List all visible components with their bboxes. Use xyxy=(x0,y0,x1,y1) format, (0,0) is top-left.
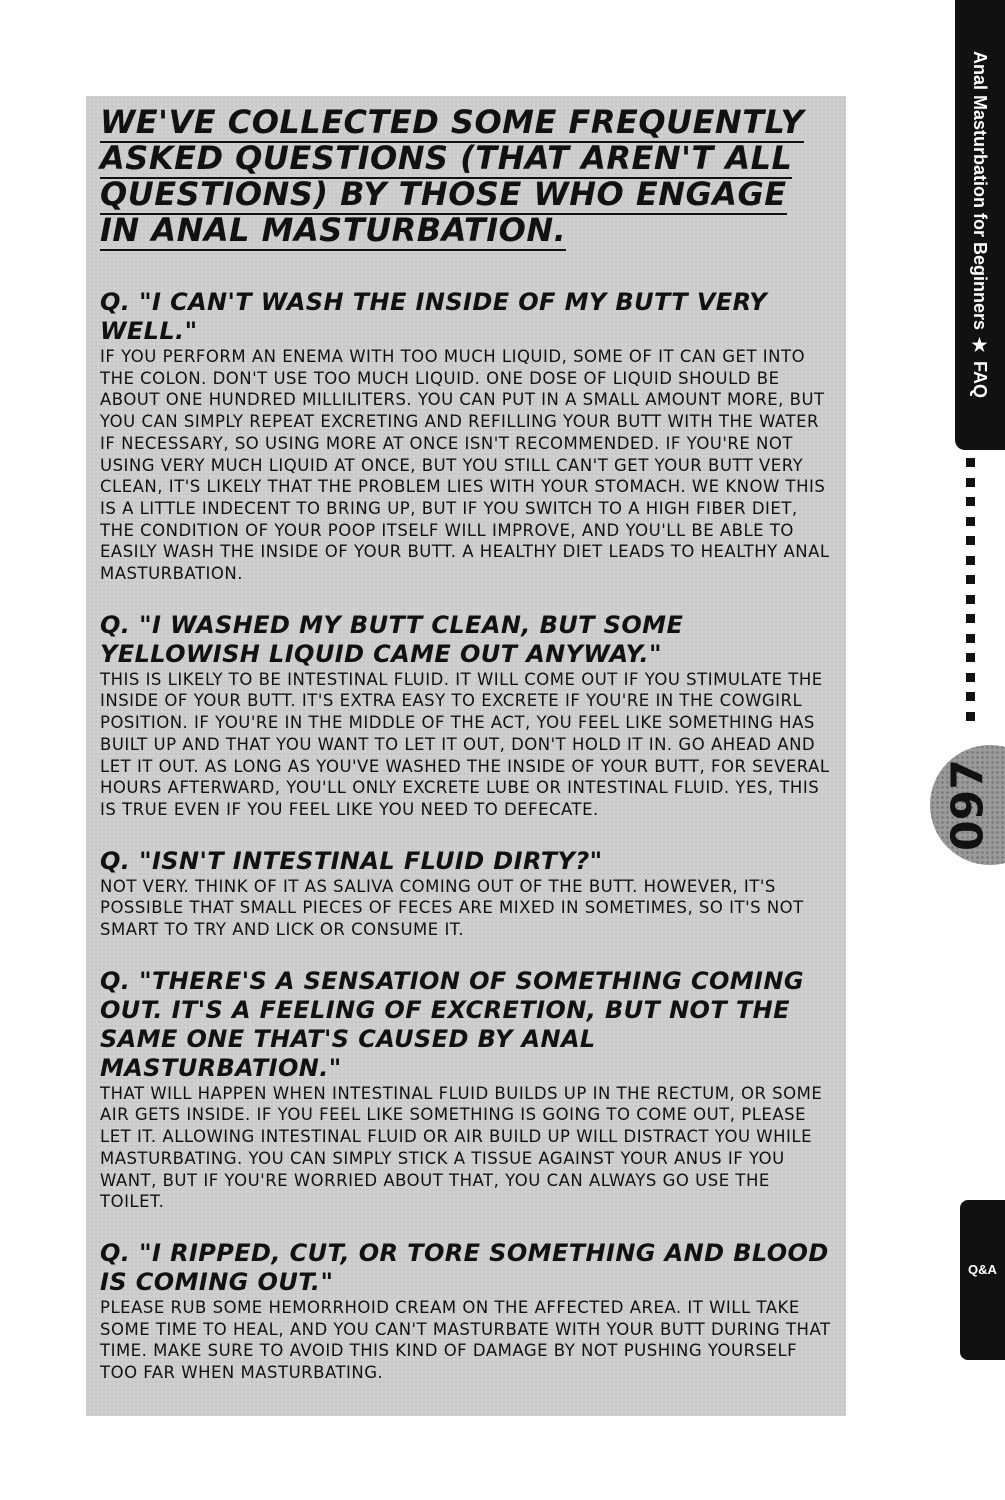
edge-dot xyxy=(966,478,975,487)
faq-question: Q. "I RIPPED, CUT, OR TORE SOMETHING AND BLOOD IS COMING OUT." xyxy=(100,1238,829,1296)
edge-dot xyxy=(966,712,975,721)
edge-dot xyxy=(966,556,975,565)
edge-dot xyxy=(966,536,975,545)
page-edge-dots xyxy=(966,458,978,731)
faq-item xyxy=(100,1239,836,1384)
page-number: 097 xyxy=(942,759,994,851)
section-tab-label: Q&A xyxy=(968,1262,997,1277)
faq-question: Q. "ISN'T INTESTINAL FLUID DIRTY?" xyxy=(100,846,603,875)
faq-item xyxy=(100,967,836,1213)
edge-dot xyxy=(966,517,975,526)
edge-dot xyxy=(966,575,975,584)
faq-question: Q. "I WASHED MY BUTT CLEAN, BUT SOME YELLOWISH LIQUID CAME OUT ANYWAY." xyxy=(100,610,684,668)
faq-answer: IF YOU PERFORM AN ENEMA WITH TOO MUCH LIQUID, SOME OF IT CAN GET INTO THE COLON. DON'T USE TOO MUCH LIQUID. ONE DOSE OF LIQUID SHOULD BE ABOUT ONE HUNDRED MILLILITERS. YOU CAN PUT IN A SMALL AMOUNT MORE, BUT YOU CAN SIMPLY REPEAT EXCRETING AND REFILLING YOUR BUTT WITH THE WATER IF NECESSARY, SO USING MORE AT ONCE ISN'T RECOMMENDED. IF YOU'RE NOT USING VERY MUCH LIQUID AT ONCE, BUT YOU STILL CAN'T GET YOUR BUTT VERY CLEAN, IT'S LIKELY THAT THE PROBLEM LIES WITH YOUR STOMACH. WE KNOW THIS IS A LITTLE INDECENT TO BRING UP, BUT IF YOU SWITCH TO A HIGH FIBER DIET, THE CONDITION OF YOUR POOP ITSELF WILL IMPROVE, AND YOU'LL BE ABLE TO EASILY WASH THE INSIDE OF YOUR BUTT. A HEALTHY DIET LEADS TO HEALTHY ANAL MASTURBATION. xyxy=(100,347,830,584)
edge-dot xyxy=(966,692,975,701)
faq-answer: THAT WILL HAPPEN WHEN INTESTINAL FLUID BUILDS UP IN THE RECTUM, OR SOME AIR GETS INSIDE. IF YOU FEEL LIKE SOMETHING IS GOING TO COME OUT, PLEASE LET IT. ALLOWING INTESTINAL FLUID OR AIR BUILD UP WILL DISTRACT YOU WHILE MASTURBATING. YOU CAN SIMPLY STICK A TISSUE AGAINST YOUR ANUS IF YOU WANT, BUT IF YOU'RE WORRIED ABOUT THAT, YOU CAN ALWAYS GO USE THE TOILET. xyxy=(100,1083,823,1212)
faq-answer: THIS IS LIKELY TO BE INTESTINAL FLUID. IT WILL COME OUT IF YOU STIMULATE THE INSIDE OF YOUR BUTT. IT'S EXTRA EASY TO EXCRETE IF YOU'RE IN THE COWGIRL POSITION. IF YOU'RE IN THE MIDDLE OF THE ACT, YOU FEEL LIKE SOMETHING HAS BUILT UP AND THAT YOU WANT TO LET IT OUT, DON'T HOLD IT IN. GO AHEAD AND LET IT OUT. AS LONG AS YOU'VE WASHED THE INSIDE OF YOUR BUTT, FOR SEVERAL HOURS AFTERWARD, YOU'LL ONLY EXCRETE LUBE OR INTESTINAL FLUID. YES, THIS IS TRUE EVEN IF YOU FEEL LIKE YOU NEED TO DEFECATE. xyxy=(100,669,830,819)
edge-dot xyxy=(966,497,975,506)
edge-dot xyxy=(966,458,975,467)
intro-heading: WE'VE COLLECTED SOME FREQUENTLY ASKED QUESTIONS (THAT AREN'T ALL QUESTIONS) BY THOSE WHO ENGAGE IN ANAL MASTURBATION. xyxy=(100,103,805,249)
faq-item xyxy=(100,847,836,941)
chapter-side-tab-label: Anal Masturbation for Beginners ★ FAQ xyxy=(970,51,990,399)
faq-question: Q. "THERE'S A SENSATION OF SOMETHING COMING OUT. IT'S A FEELING OF EXCRETION, BUT NOT THE SAME ONE THAT'S CAUSED BY ANAL MASTURBATION." xyxy=(100,966,804,1082)
faq-question: Q. "I CAN'T WASH THE INSIDE OF MY BUTT VERY WELL." xyxy=(100,288,768,345)
section-tab xyxy=(960,1200,1005,1360)
faq-panel xyxy=(86,96,846,1416)
faq-answer: PLEASE RUB SOME HEMORRHOID CREAM ON THE AFFECTED AREA. IT WILL TAKE SOME TIME TO HEAL, AND YOU CAN'T MASTURBATE WITH YOUR BUTT DURING THAT TIME. MAKE SURE TO AVOID THIS KIND OF DAMAGE BY NOT PUSHING YOURSELF TOO FAR WHEN MASTURBATING. xyxy=(100,1297,831,1383)
edge-dot xyxy=(966,673,975,682)
faq-item xyxy=(100,611,836,821)
faq-item xyxy=(100,288,836,585)
edge-dot xyxy=(966,634,975,643)
edge-dot xyxy=(966,595,975,604)
faq-answer: NOT VERY. THINK OF IT AS SALIVA COMING OUT OF THE BUTT. HOWEVER, IT'S POSSIBLE THAT SMALL PIECES OF FECES ARE MIXED IN SOMETIMES, SO IT'S NOT SMART TO TRY AND LICK OR CONSUME IT. xyxy=(100,876,804,940)
edge-dot xyxy=(966,653,975,662)
edge-dot xyxy=(966,614,975,623)
